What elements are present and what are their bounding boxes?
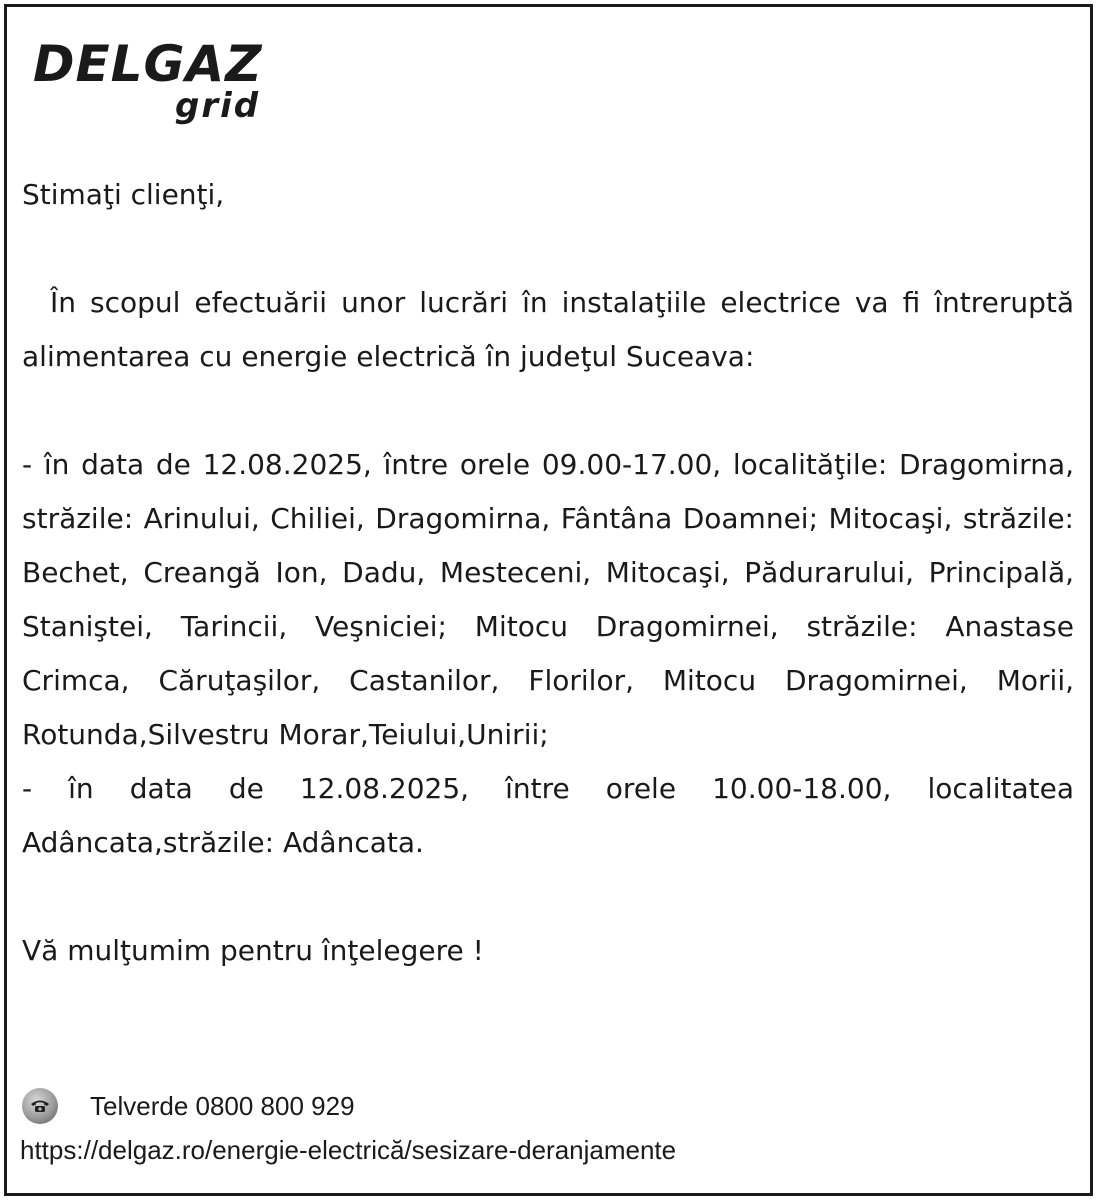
closing-line: Vă mulţumim pentru înţelegere ! bbox=[22, 934, 484, 967]
notice-body bbox=[22, 168, 1074, 978]
logo-subtitle: grid bbox=[175, 86, 261, 126]
outage-item-2: - în data de 12.08.2025, între orele 10.00-18.00, localitatea Adâncata,străzile: Adâncata. bbox=[22, 772, 1074, 859]
outage-item-1: - în data de 12.08.2025, între orele 09.00-17.00, localităţile: Dragomirna, străzile: Arinului, Chiliei, Dragomirna, Fântâna Doamnei; Mitocaşi, străzile: Bechet, Creangă Ion, Dadu, Mesteceni, Mitocaşi, Pădurarului, Principală, Staniştei, Tarincii, Veşniciei; Mitocu Dragomirnei, străzile: Anastase Crimca, Căruţaşilor, Castanilor, Florilor, Mitocu Dragomirnei, Morii, Rotunda,Silvestru Morar,Teiului,Unirii; bbox=[22, 448, 1074, 751]
intro-paragraph: În scopul efectuării unor lucrări în instalaţiile electrice va fi întreruptă alimentarea cu energie electrică în judeţul Suceava: bbox=[22, 286, 1074, 373]
phone-number: Telverde 0800 800 929 bbox=[90, 1090, 355, 1121]
support-url[interactable]: https://delgaz.ro/energie-electrică/sesizare-deranjamente bbox=[20, 1135, 677, 1165]
delgaz-grid-logo bbox=[33, 36, 273, 131]
phone-icon bbox=[22, 1088, 58, 1124]
logo-wordmark: DELGAZ bbox=[33, 35, 263, 93]
phone-contact bbox=[22, 1086, 355, 1126]
greeting: Stimaţi clienţi, bbox=[22, 178, 225, 211]
